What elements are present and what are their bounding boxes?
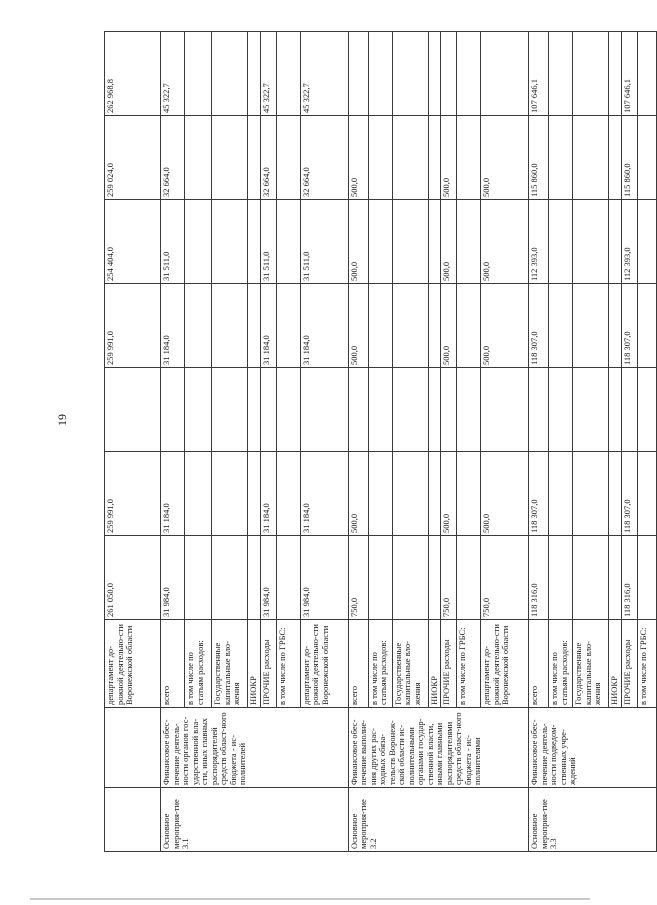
amount-cell	[441, 32, 457, 116]
amount-cell	[392, 200, 428, 284]
amount-cell: 32 664,0	[260, 116, 276, 200]
amount-cell	[573, 116, 609, 200]
amount-cell	[248, 116, 261, 200]
page-number: 19	[55, 414, 69, 426]
amount-cell: 107 646,1	[621, 32, 637, 116]
amount-cell: 112 393,0	[621, 200, 637, 284]
executor-cell: в том числе по статьям расходов:	[368, 620, 392, 708]
amount-cell	[637, 536, 656, 620]
amount-cell: 500,0	[481, 284, 529, 368]
amount-cell: 32 664,0	[300, 116, 348, 200]
amount-cell	[368, 200, 392, 284]
amount-cell	[428, 200, 441, 284]
amount-cell: 31 984,0	[161, 536, 185, 620]
executor-cell: департамент до-рожной деятельно-сти Воронежской области	[481, 620, 529, 708]
amount-cell	[637, 32, 656, 116]
amount-cell	[300, 368, 348, 452]
amount-cell	[621, 368, 637, 452]
amount-cell: 112 393,0	[529, 200, 549, 284]
amount-cell: 31 511,0	[161, 200, 185, 284]
status-cell: Основное мероприя-тие 3.2	[348, 788, 529, 852]
table-row	[105, 32, 161, 852]
amount-cell	[609, 32, 622, 116]
amount-cell	[276, 200, 300, 284]
amount-cell: 118 307,0	[529, 452, 549, 536]
amount-cell	[457, 116, 481, 200]
amount-cell: 31 184,0	[260, 452, 276, 536]
amount-cell	[368, 368, 392, 452]
amount-cell	[248, 32, 261, 116]
amount-cell	[248, 284, 261, 368]
amount-cell	[185, 452, 212, 536]
amount-cell: 118 307,0	[621, 284, 637, 368]
executor-cell: Государственные капитальные вло-жения	[573, 620, 609, 708]
executor-cell: НИОКР	[609, 620, 622, 708]
rotated-table-canvas	[104, 32, 648, 852]
amount-cell	[441, 368, 457, 452]
amount-cell	[368, 284, 392, 368]
executor-cell: Государственные капитальные вло-жения	[392, 620, 428, 708]
budget-table-body	[105, 32, 657, 852]
amount-cell	[573, 452, 609, 536]
amount-cell	[428, 452, 441, 536]
amount-cell	[609, 200, 622, 284]
amount-cell: 118 316,0	[621, 536, 637, 620]
amount-cell: 118 307,0	[621, 452, 637, 536]
amount-cell	[609, 536, 622, 620]
table-row	[348, 32, 368, 852]
event-name-cell: Финансовое обес-печение выполне-ния других рас-ходных обяза-тельств Воронеж-ской области ис-полнительными органами государ-ственной власти, иными главными распорядителями средств област-ного бюджета - ис-полнителями	[348, 708, 529, 788]
amount-cell	[276, 452, 300, 536]
amount-cell: 259 024,0	[105, 116, 161, 200]
amount-cell: 500,0	[441, 452, 457, 536]
amount-cell	[248, 368, 261, 452]
amount-cell: 31 984,0	[300, 536, 348, 620]
executor-cell: ПРОЧИЕ расходы	[260, 620, 276, 708]
amount-cell	[185, 368, 212, 452]
amount-cell	[368, 32, 392, 116]
amount-cell: 500,0	[481, 116, 529, 200]
amount-cell	[609, 284, 622, 368]
table-row	[161, 32, 185, 852]
amount-cell: 259 991,0	[105, 452, 161, 536]
executor-cell: в том числе по статьям расходов:	[549, 620, 573, 708]
amount-cell	[392, 368, 428, 452]
amount-cell: 262 968,8	[105, 32, 161, 116]
amount-cell	[549, 284, 573, 368]
amount-cell	[573, 200, 609, 284]
amount-cell: 750,0	[441, 536, 457, 620]
executor-cell: НИОКР	[248, 620, 261, 708]
amount-cell: 115 860,0	[621, 116, 637, 200]
amount-cell: 500,0	[441, 284, 457, 368]
amount-cell	[428, 32, 441, 116]
amount-cell: 31 184,0	[161, 452, 185, 536]
amount-cell: 107 646,1	[529, 32, 549, 116]
amount-cell: 500,0	[441, 200, 457, 284]
amount-cell	[428, 284, 441, 368]
amount-cell: 500,0	[348, 200, 368, 284]
executor-cell: всего	[529, 620, 549, 708]
amount-cell	[573, 368, 609, 452]
status-cell: Основное мероприя-тие 3.3	[529, 788, 657, 852]
amount-cell: 500,0	[481, 200, 529, 284]
amount-cell	[549, 116, 573, 200]
amount-cell	[212, 284, 248, 368]
amount-cell: 500,0	[481, 452, 529, 536]
amount-cell: 500,0	[348, 116, 368, 200]
amount-cell	[392, 284, 428, 368]
amount-cell	[276, 116, 300, 200]
amount-cell	[428, 116, 441, 200]
event-name-cell: Финансовое обес-печение деятель-ности подведом-ственных учре-ждений	[529, 708, 657, 788]
scan-edge-line	[30, 898, 590, 900]
amount-cell	[457, 32, 481, 116]
amount-cell: 750,0	[481, 536, 529, 620]
amount-cell	[637, 368, 656, 452]
amount-cell	[185, 284, 212, 368]
amount-cell: 115 860,0	[529, 116, 549, 200]
amount-cell	[348, 368, 368, 452]
amount-cell	[609, 116, 622, 200]
amount-cell: 31 184,0	[161, 284, 185, 368]
amount-cell	[212, 452, 248, 536]
event-name-cell	[105, 708, 161, 788]
amount-cell	[248, 452, 261, 536]
amount-cell: 31 984,0	[260, 536, 276, 620]
amount-cell	[428, 536, 441, 620]
amount-cell	[457, 200, 481, 284]
amount-cell	[185, 200, 212, 284]
amount-cell: 45 322,7	[300, 32, 348, 116]
executor-cell: НИОКР	[428, 620, 441, 708]
amount-cell	[212, 536, 248, 620]
amount-cell	[637, 284, 656, 368]
amount-cell	[549, 536, 573, 620]
amount-cell	[457, 536, 481, 620]
amount-cell	[276, 284, 300, 368]
amount-cell	[573, 32, 609, 116]
amount-cell: 254 404,0	[105, 200, 161, 284]
amount-cell	[212, 368, 248, 452]
amount-cell: 45 322,7	[161, 32, 185, 116]
executor-cell: ПРОЧИЕ расходы	[441, 620, 457, 708]
amount-cell	[392, 32, 428, 116]
table-row	[529, 32, 549, 852]
executor-cell: всего	[161, 620, 185, 708]
amount-cell	[457, 452, 481, 536]
executor-cell: Государственные капитальные вло-жения	[212, 620, 248, 708]
rotated-table-area	[104, 32, 648, 852]
amount-cell	[457, 284, 481, 368]
amount-cell	[368, 116, 392, 200]
amount-cell	[481, 32, 529, 116]
status-cell: Основное мероприя-тие 3.1	[161, 788, 349, 852]
amount-cell: 31 511,0	[300, 200, 348, 284]
amount-cell: 261 050,0	[105, 536, 161, 620]
amount-cell	[457, 368, 481, 452]
executor-cell: в том числе по статьям расходов:	[185, 620, 212, 708]
amount-cell	[481, 368, 529, 452]
amount-cell	[637, 116, 656, 200]
executor-cell: в том числе по ГРБС:	[637, 620, 656, 708]
amount-cell: 31 184,0	[260, 284, 276, 368]
amount-cell	[248, 536, 261, 620]
amount-cell	[368, 536, 392, 620]
amount-cell: 31 511,0	[260, 200, 276, 284]
amount-cell: 45 322,7	[260, 32, 276, 116]
amount-cell	[105, 368, 161, 452]
amount-cell	[212, 116, 248, 200]
amount-cell: 500,0	[441, 116, 457, 200]
executor-cell: департамент до-рожной деятельно-сти Воронежской области	[300, 620, 348, 708]
amount-cell	[609, 368, 622, 452]
event-name-cell: Финансовое обес-печение деятель-ности органов гос-ударственной вла-сти, иных главных распорядителей средств област-ного бюджета - ис-полнителей	[161, 708, 349, 788]
executor-cell: всего	[348, 620, 368, 708]
status-cell	[105, 788, 161, 852]
executor-cell: ПРОЧИЕ расходы	[621, 620, 637, 708]
amount-cell: 500,0	[348, 284, 368, 368]
amount-cell	[549, 368, 573, 452]
amount-cell: 31 184,0	[300, 284, 348, 368]
amount-cell	[392, 536, 428, 620]
amount-cell	[529, 368, 549, 452]
amount-cell: 750,0	[348, 536, 368, 620]
amount-cell	[368, 452, 392, 536]
amount-cell	[573, 536, 609, 620]
amount-cell	[212, 200, 248, 284]
amount-cell	[348, 32, 368, 116]
amount-cell	[549, 200, 573, 284]
amount-cell	[185, 536, 212, 620]
amount-cell: 31 184,0	[300, 452, 348, 536]
amount-cell: 500,0	[348, 452, 368, 536]
amount-cell	[637, 452, 656, 536]
amount-cell	[161, 368, 185, 452]
amount-cell	[392, 116, 428, 200]
amount-cell	[276, 32, 300, 116]
amount-cell	[260, 368, 276, 452]
budget-table	[104, 31, 657, 852]
amount-cell	[185, 32, 212, 116]
executor-cell: в том числе по ГРБС:	[276, 620, 300, 708]
amount-cell	[573, 284, 609, 368]
amount-cell	[212, 32, 248, 116]
amount-cell	[185, 116, 212, 200]
amount-cell	[248, 200, 261, 284]
amount-cell: 259 991,0	[105, 284, 161, 368]
amount-cell	[428, 368, 441, 452]
amount-cell	[549, 452, 573, 536]
amount-cell: 118 307,0	[529, 284, 549, 368]
amount-cell	[392, 452, 428, 536]
executor-cell: в том числе по ГРБС:	[457, 620, 481, 708]
executor-cell: департамент до-рожной деятельно-сти Воронежской области	[105, 620, 161, 708]
amount-cell: 32 664,0	[161, 116, 185, 200]
amount-cell	[549, 32, 573, 116]
amount-cell	[637, 200, 656, 284]
amount-cell: 118 316,0	[529, 536, 549, 620]
amount-cell	[609, 452, 622, 536]
amount-cell	[276, 536, 300, 620]
amount-cell	[276, 368, 300, 452]
